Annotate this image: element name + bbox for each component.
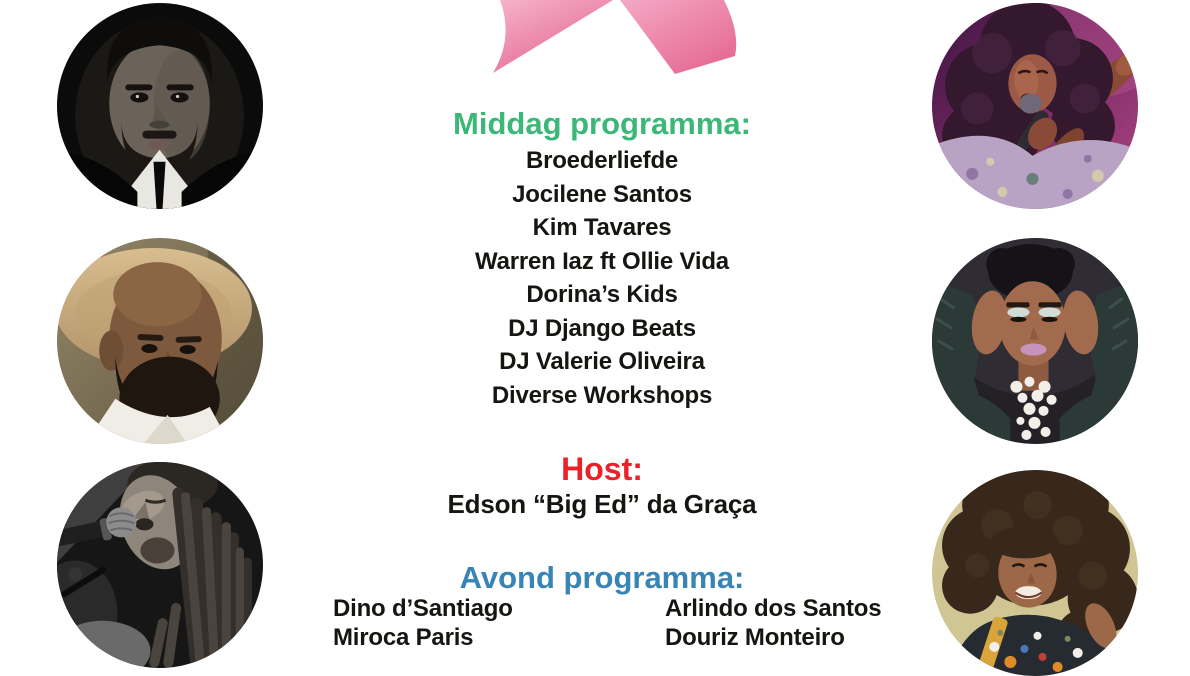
avond-section — [352, 560, 852, 596]
photo-man-hat — [57, 238, 263, 444]
photo-man-dreads-mic — [57, 462, 263, 668]
act-line: Dino d’Santiago — [333, 595, 513, 622]
host-section — [352, 451, 852, 488]
act-line: Warren Iaz ft Ollie Vida — [475, 247, 729, 275]
act-line: Kim Tavares — [532, 214, 672, 241]
avond-column-left — [333, 595, 653, 652]
pink-ribbon-bow-icon — [488, 0, 738, 76]
avond-column-right — [665, 595, 985, 652]
host-title: Host: — [561, 451, 643, 487]
act-line: DJ Valerie Oliveira — [499, 348, 705, 375]
photo-woman-singer — [932, 3, 1138, 209]
act-line: Miroca Paris — [333, 623, 474, 651]
act-line: Douriz Monteiro — [665, 623, 845, 651]
photo-woman-hands — [932, 238, 1138, 444]
photo-man-suit — [57, 3, 263, 209]
act-line: Dorina’s Kids — [526, 281, 678, 308]
act-line: DJ Django Beats — [508, 314, 696, 342]
avond-title: Avond programma: — [459, 560, 745, 595]
act-line: Broederliefde — [525, 147, 679, 174]
act-line: Arlindo dos Santos — [665, 595, 882, 622]
host-name: Edson “Big Ed” da Graça — [447, 489, 757, 519]
middag-section — [352, 106, 852, 142]
act-line: Diverse Workshops — [491, 381, 713, 409]
act-line: Jocilene Santos — [512, 180, 692, 208]
middag-title: Middag programma: — [453, 106, 751, 141]
middag-acts — [352, 144, 852, 412]
